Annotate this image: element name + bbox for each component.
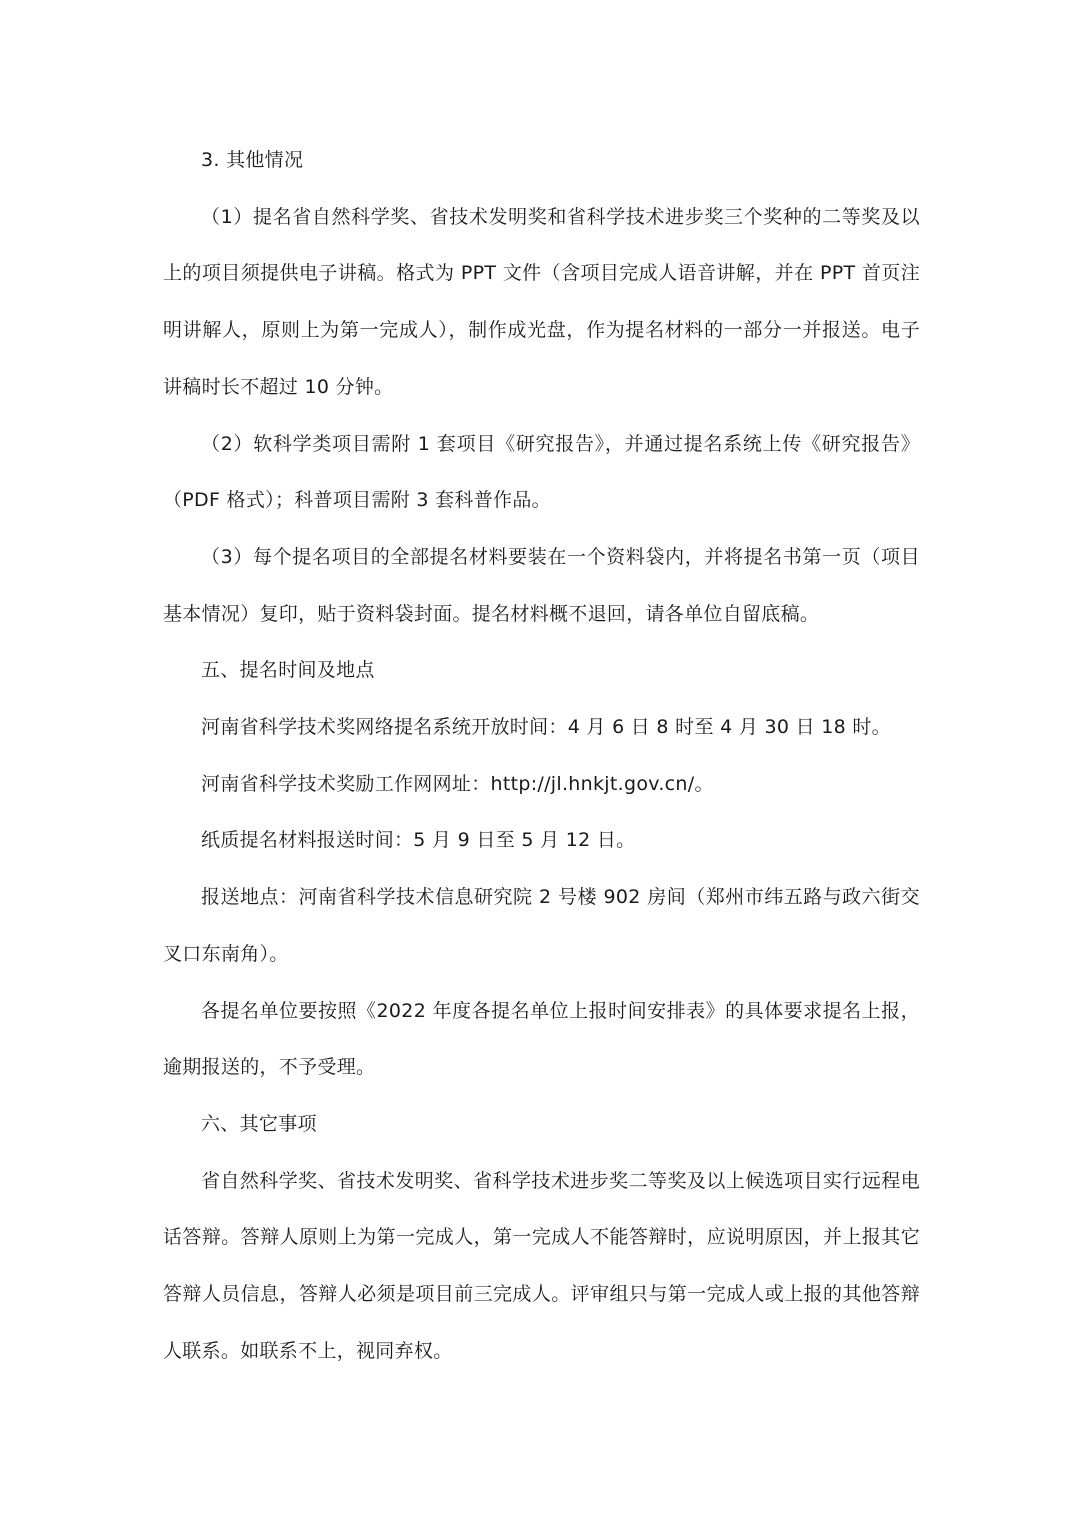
paragraph-paper-submission-time: 纸质提名材料报送时间：5 月 9 日至 5 月 12 日。	[201, 829, 636, 852]
paragraph-system-open-time: 河南省科学技术奖网络提名系统开放时间：4 月 6 日 8 时至 4 月 30 日 18 时。	[201, 716, 891, 739]
document-body	[163, 132, 920, 1379]
paragraph-remote-defense: 省自然科学奖、省技术发明奖、省科学技术进步奖二等奖及以上候选项目实行远程电话答辩。答辩人原则上为第一完成人，第一完成人不能答辩时，应说明原因，并上报其它答辩人员信息，答辩人必须是项目前三完成人。评审组只与第一完成人或上报的其他答辩人联系。如联系不上，视同弃权。	[163, 1169, 920, 1362]
section-heading-time-location: 五、提名时间及地点	[201, 659, 375, 682]
paragraph-material-bag: （3）每个提名项目的全部提名材料要装在一个资料袋内，并将提名书第一页（项目基本情况）复印，贴于资料袋封面。提名材料概不退回，请各单位自留底稿。	[163, 545, 920, 625]
paragraph-website: 河南省科学技术奖励工作网网址：http://jl.hnkjt.gov.cn/。	[201, 772, 714, 795]
paragraph-research-report: （2）软科学类项目需附 1 套项目《研究报告》，并通过提名系统上传《研究报告》（PDF 格式）；科普项目需附 3 套科普作品。	[163, 432, 920, 512]
paragraph-schedule-requirement: 各提名单位要按照《2022 年度各提名单位上报时间安排表》的具体要求提名上报，逾期报送的，不予受理。	[163, 999, 920, 1079]
section-heading-other-matters: 六、其它事项	[201, 1112, 317, 1135]
paragraph-submission-location: 报送地点：河南省科学技术信息研究院 2 号楼 902 房间（郑州市纬五路与政六街交叉口东南角）。	[163, 886, 920, 965]
paragraph-ppt-requirement: （1）提名省自然科学奖、省技术发明奖和省科学技术进步奖三个奖种的二等奖及以上的项目须提供电子讲稿。格式为 PPT 文件（含项目完成人语音讲解，并在 PPT 首页注明讲解人，原则上为第一完成人），制作成光盘，作为提名材料的一部分一并报送。电子讲稿时长不超过 10 分钟。	[163, 205, 920, 398]
section-subheading-other: 3. 其他情况	[201, 149, 304, 171]
